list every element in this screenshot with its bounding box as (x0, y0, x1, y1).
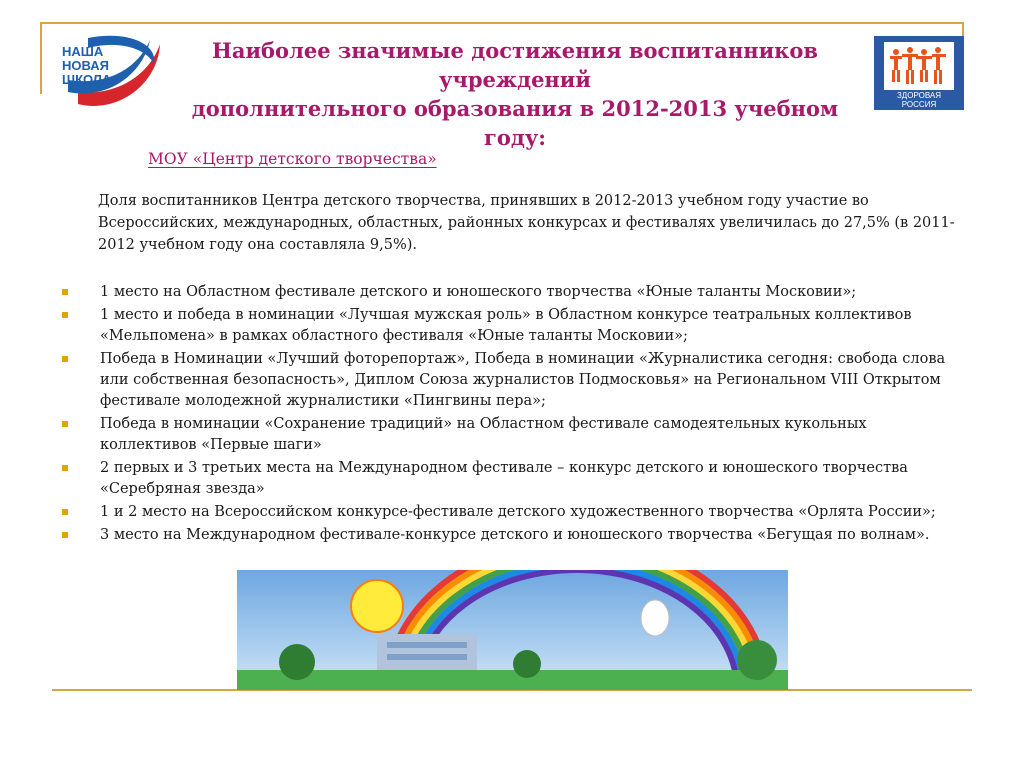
frame-top-line (40, 22, 964, 24)
list-item (56, 525, 956, 546)
frame-left-line (40, 22, 42, 94)
list-item-text: 3 место на Международном фестивале-конкурсе детского и юношеского творчества «Бегущая по волнам». (100, 527, 930, 543)
list-item-text: Победа в номинации «Сохранение традиций» на Областном фестивале самодеятельных кукольных коллективов «Первые шаги» (100, 416, 867, 453)
page-title-line-2: дополнительного образования в 2012-2013 учебном году: (191, 96, 839, 150)
intro-paragraph: Доля воспитанников Центра детского творчества, принявших в 2012-2013 учебном году участие во Всероссийских, международных, областных, районных конкурсах и фестивалях увеличилась до 27,5% (в 2011-2012 учебном году она составляла 9,5%). (98, 193, 955, 253)
list-item (56, 502, 956, 523)
logo-right-line-1: ЗДОРОВАЯ (896, 91, 942, 100)
list-item (56, 282, 956, 303)
bullet-icon (62, 356, 68, 362)
bullet-icon (62, 465, 68, 471)
nasha-novaya-shkola-logo (58, 34, 164, 110)
organization-title: МОУ «Центр детского творчества» (148, 150, 437, 168)
list-item-text: Победа в Номинации «Лучший фоторепортаж», Победа в номинации «Журналистика сегодня: свобода слова или собственная безопасность», Диплом Союза журналистов Подмосковья» на Региональном VIII Открытом фестивале молодежной журналистики «Пингвины пера»; (100, 351, 946, 409)
rainbow-building-photo (237, 570, 788, 690)
page-title (160, 36, 870, 152)
list-item-text: 1 место на Областном фестивале детского и юношеского творчества «Юные таланты Московии»; (100, 284, 857, 300)
page-title-line-1: Наиболее значимые достижения воспитанников учреждений (212, 38, 818, 92)
bullet-icon (62, 312, 68, 318)
list-item-text: 1 и 2 место на Всероссийском конкурсе-фестивале детского художественного творчества «Орлята России»; (100, 504, 936, 520)
list-item (56, 305, 956, 347)
list-item-text: 1 место и победа в номинации «Лучшая мужская роль» в Областном конкурсе театральных коллективов «Мельпомена» в рамках областного фестиваля «Юные таланты Московии»; (100, 307, 912, 344)
list-item (56, 414, 956, 456)
logo-right-line-2: РОССИЯ (901, 100, 937, 109)
list-item (56, 349, 956, 412)
list-item (56, 458, 956, 500)
zdorovaya-rossiya-logo (874, 36, 964, 110)
logo-left-line-3: ШКОЛА (62, 72, 112, 87)
list-item-text: 2 первых и 3 третьих места на Международном фестивале – конкурс детского и юношеского творчества «Серебряная звезда» (100, 460, 908, 497)
achievements-list (56, 282, 956, 548)
bullet-icon (62, 421, 68, 427)
bullet-icon (62, 532, 68, 538)
logo-left-line-2: НОВАЯ (62, 58, 109, 73)
bullet-icon (62, 289, 68, 295)
bullet-icon (62, 509, 68, 515)
logo-left-line-1: НАША (62, 44, 104, 59)
